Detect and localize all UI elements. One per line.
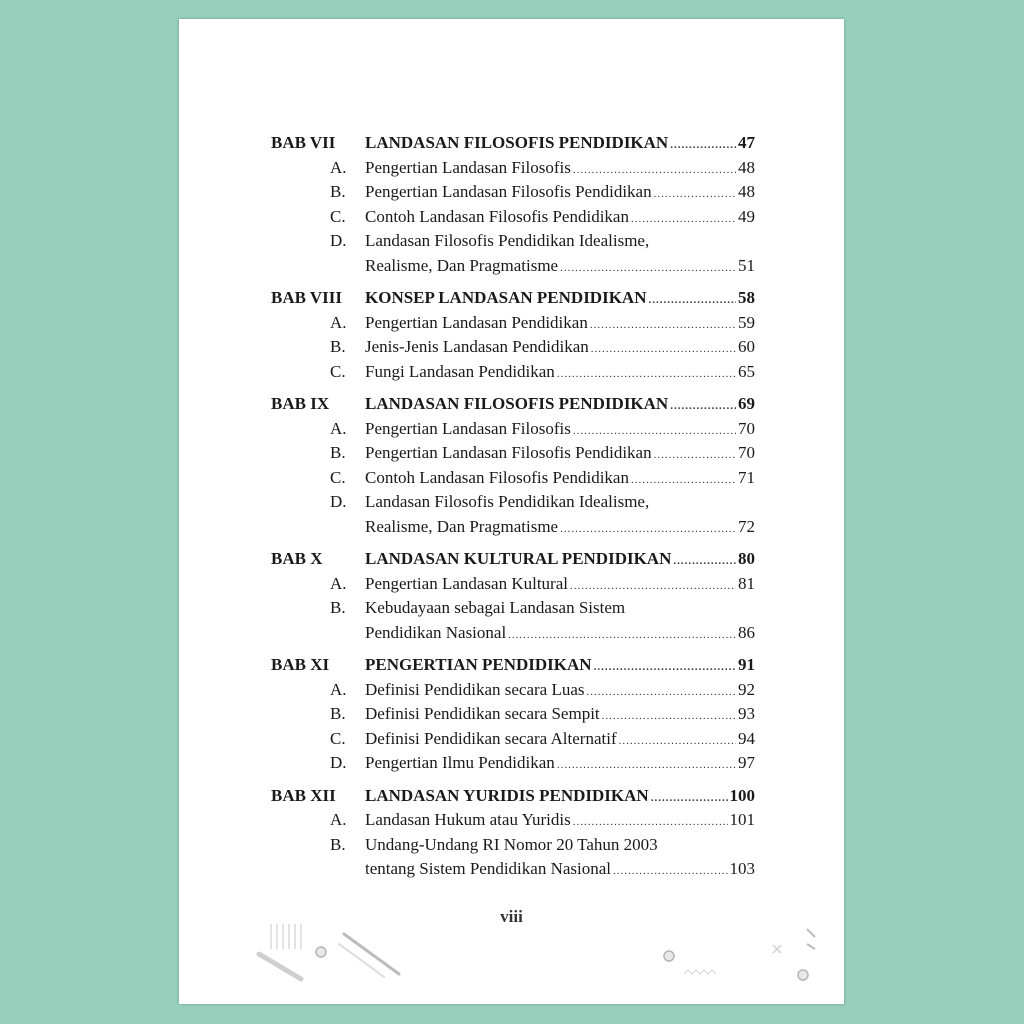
entry-title: Pengertian Ilmu Pendidikan (365, 753, 555, 772)
entry-page: 94 (738, 728, 755, 748)
chapter-page: 80 (738, 549, 755, 568)
entry-letter: C. (330, 206, 346, 226)
chapter-title: KONSEP LANDASAN PENDIDIKAN (365, 288, 647, 307)
entry-page: 51 (738, 255, 755, 275)
chapter-label: BAB XI (271, 655, 330, 674)
entry-page: 48 (738, 157, 755, 177)
entry-title: Jenis-Jenis Landasan Pendidikan (365, 337, 589, 356)
entry-title: tentang Sistem Pendidikan Nasional (365, 859, 611, 878)
entry-title: Pengertian Landasan Filosofis Pendidikan (365, 182, 652, 201)
entry-title: Pengertian Landasan Filosofis (365, 157, 571, 177)
chapter-label: BAB VIII (271, 288, 343, 307)
entry-title: Pengertian Landasan Kultural (365, 573, 568, 593)
entry-title: Definisi Pendidikan secara Sempit (365, 704, 600, 723)
entry-title: Landasan Hukum atau Yuridis (365, 810, 571, 829)
document-page (179, 19, 844, 1004)
chapter-label: BAB VII (271, 133, 336, 152)
entry-title: Definisi Pendidikan secara Alternatif (365, 728, 617, 748)
entry-page: 59 (738, 312, 755, 332)
chapter-page: 69 (738, 394, 755, 413)
entry-page: 97 (738, 753, 755, 772)
entry-page: 49 (738, 206, 755, 226)
entry-title: Pengertian Landasan Filosofis (365, 418, 571, 438)
entry-letter: B. (330, 704, 346, 723)
entry-letter: A. (330, 157, 347, 177)
entry-title: Pendidikan Nasional (365, 622, 507, 642)
entry-title: Definisi Pendidikan secara Luas (365, 679, 585, 699)
entry-page: 93 (738, 704, 755, 723)
chapter-label: BAB IX (271, 394, 330, 413)
entry-title: Kebudayaan sebagai Landasan Sistem (365, 598, 626, 617)
entry-page: 86 (738, 622, 755, 642)
entry-letter: B. (330, 443, 346, 462)
entry-page: 81 (738, 573, 755, 593)
chapter-title: PENGERTIAN PENDIDIKAN (365, 655, 592, 674)
entry-letter: C. (330, 728, 346, 748)
entry-title: Undang-Undang RI Nomor 20 Tahun 2003 (365, 834, 658, 854)
entry-letter: A. (330, 312, 347, 332)
entry-letter: C. (330, 361, 346, 381)
entry-letter: B. (330, 337, 346, 356)
entry-letter: A. (330, 573, 347, 593)
entry-page: 48 (738, 182, 755, 201)
entry-letter: B. (330, 598, 346, 617)
entry-title: Contoh Landasan Filosofis Pendidikan (365, 206, 629, 226)
entry-page: 60 (738, 337, 755, 356)
entry-title: Realisme, Dan Pragmatisme (365, 516, 559, 536)
entry-title: Landasan Filosofis Pendidikan Idealisme, (365, 231, 650, 250)
page-number: viii (500, 907, 523, 926)
entry-title: Landasan Filosofis Pendidikan Idealisme, (365, 492, 650, 511)
decorative-footer-shapes (179, 19, 844, 1004)
chapter-title: LANDASAN FILOSOFIS PENDIDIKAN (365, 394, 669, 413)
chapter-title: LANDASAN YURIDIS PENDIDIKAN (365, 785, 649, 805)
chapter-page: 58 (738, 288, 755, 307)
chapter-title: LANDASAN FILOSOFIS PENDIDIKAN (365, 133, 669, 152)
entry-letter: D. (330, 231, 347, 250)
entry-title: Contoh Landasan Filosofis Pendidikan (365, 467, 629, 487)
chapter-page: 91 (738, 655, 755, 674)
entry-page: 70 (738, 418, 755, 438)
chapter-page: 100 (729, 785, 755, 805)
entry-letter: C. (330, 467, 346, 487)
entry-letter: B. (330, 182, 346, 201)
chapter-label: BAB X (271, 549, 323, 568)
entry-page: 101 (729, 810, 755, 829)
entry-letter: A. (330, 418, 347, 438)
entry-letter: A. (330, 810, 347, 829)
entry-title: Pengertian Landasan Filosofis Pendidikan (365, 443, 652, 462)
entry-letter: D. (330, 492, 347, 511)
chapter-title: LANDASAN KULTURAL PENDIDIKAN (365, 549, 672, 568)
entry-letter: B. (330, 834, 346, 854)
entry-page: 92 (738, 679, 755, 699)
entry-title: Realisme, Dan Pragmatisme (365, 255, 559, 275)
entry-page: 65 (738, 361, 755, 381)
entry-page: 70 (738, 443, 755, 462)
entry-letter: A. (330, 679, 347, 699)
entry-title: Fungi Landasan Pendidikan (365, 361, 555, 381)
chapter-label: BAB XII (271, 785, 336, 805)
entry-letter: D. (330, 753, 347, 772)
entry-title: Pengertian Landasan Pendidikan (365, 312, 588, 332)
entry-page: 72 (738, 516, 755, 536)
entry-page: 71 (738, 467, 755, 487)
chapter-page: 47 (738, 133, 755, 152)
entry-page: 103 (729, 859, 755, 878)
